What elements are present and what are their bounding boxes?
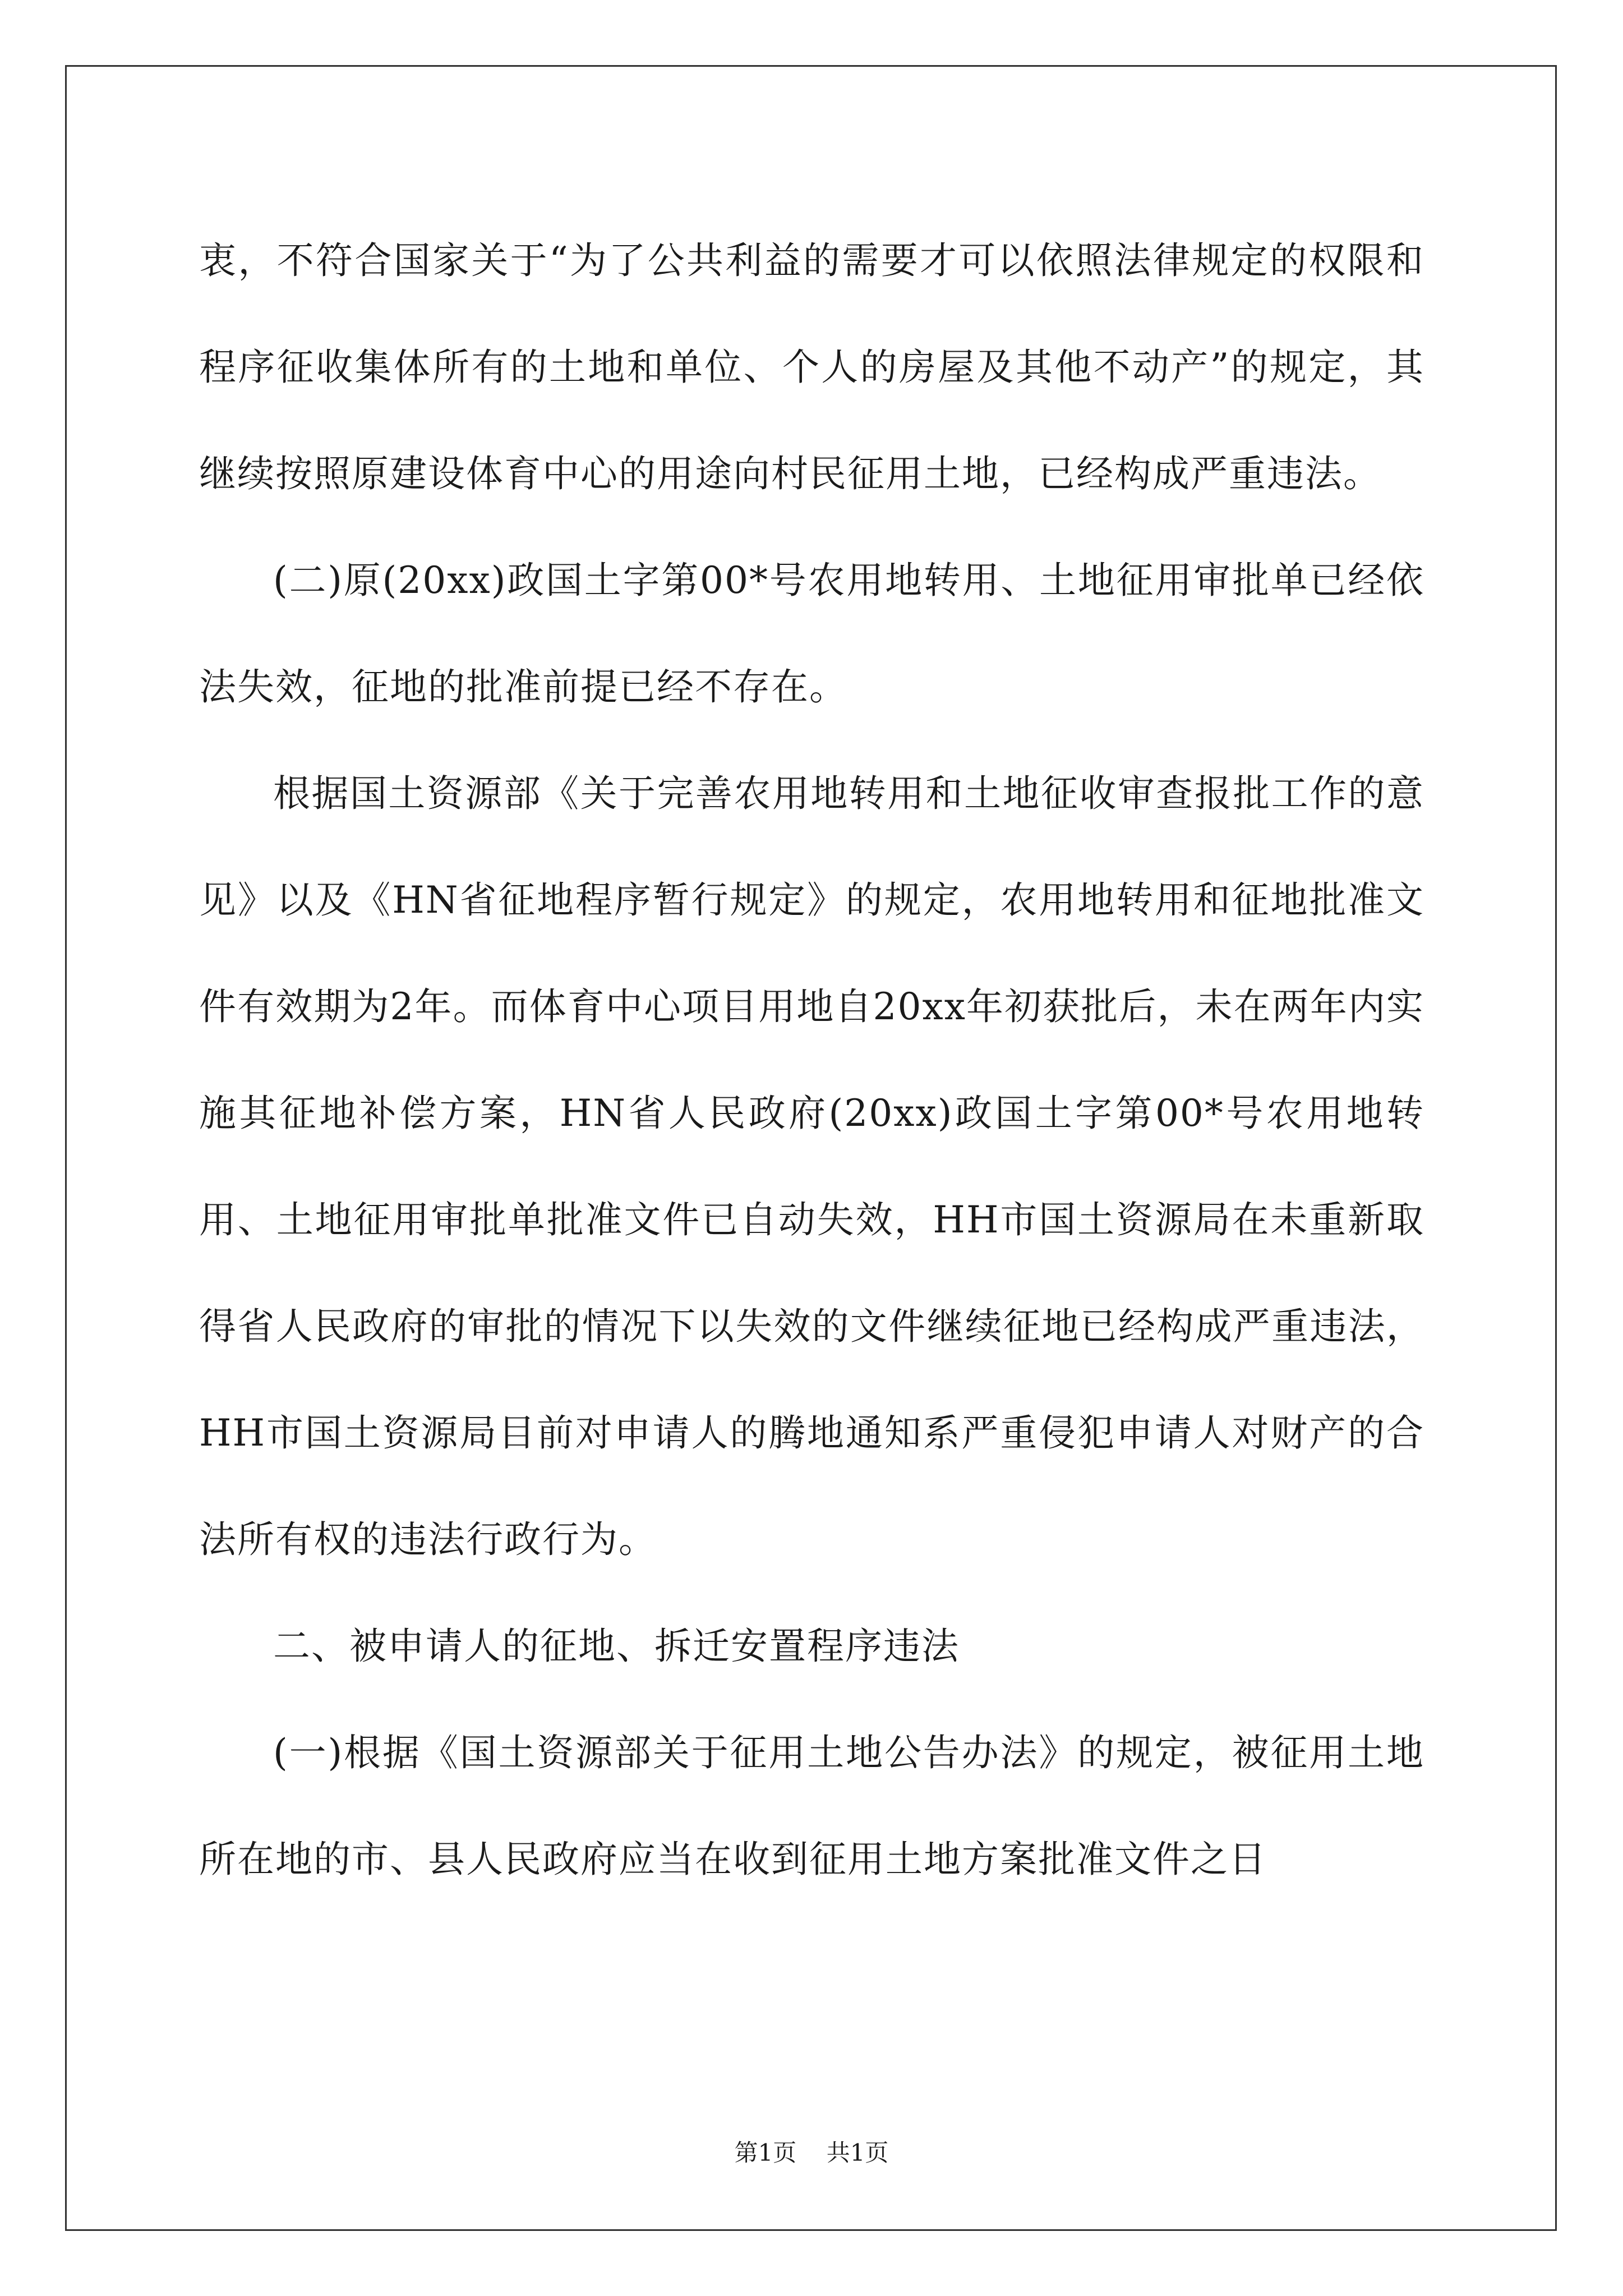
document-body — [199, 208, 1424, 1913]
paragraph-2: (二)原(20xx)政国土字第00*号农用地转用、土地征用审批单已经依法失效，征地的批准前提已经不存在。 — [199, 559, 1424, 708]
paragraph-4: 二、被申请人的征地、拆迁安置程序违法 — [273, 1625, 960, 1668]
page-footer — [0, 2136, 1623, 2170]
paragraph-1: 衷，不符合国家关于“为了公共利益的需要才可以依照法律规定的权限和程序征收集体所有的土地和单位、个人的房屋及其他不动产”的规定，其继续按照原建设体育中心的用途向村民征用土地，已经构成严重违法。 — [199, 239, 1424, 495]
paragraph-3: 根据国土资源部《关于完善农用地转用和土地征收审查报批工作的意见》以及《HN省征地程序暂行规定》的规定，农用地转用和征地批准文件有效期为2年。而体育中心项目用地自20xx年初获批后，未在两年内实施其征地补偿方案，HN省人民政府(20xx)政国土字第00*号农用地转用、土地征用审批单批准文件已自动失效，HH市国土资源局在未重新取得省人民政府的审批的情况下以失效的文件继续征地已经构成严重违法，HH市国土资源局目前对申请人的腾地通知系严重侵犯申请人对财产的合法所有权的违法行政行为。 — [199, 772, 1424, 1561]
page-number: 第1页 — [734, 2139, 797, 2166]
page-total: 共1页 — [826, 2139, 889, 2166]
paragraph-5: (一)根据《国土资源部关于征用土地公告办法》的规定，被征用土地所在地的市、县人民政府应当在收到征用土地方案批准文件之日 — [199, 1731, 1424, 1881]
